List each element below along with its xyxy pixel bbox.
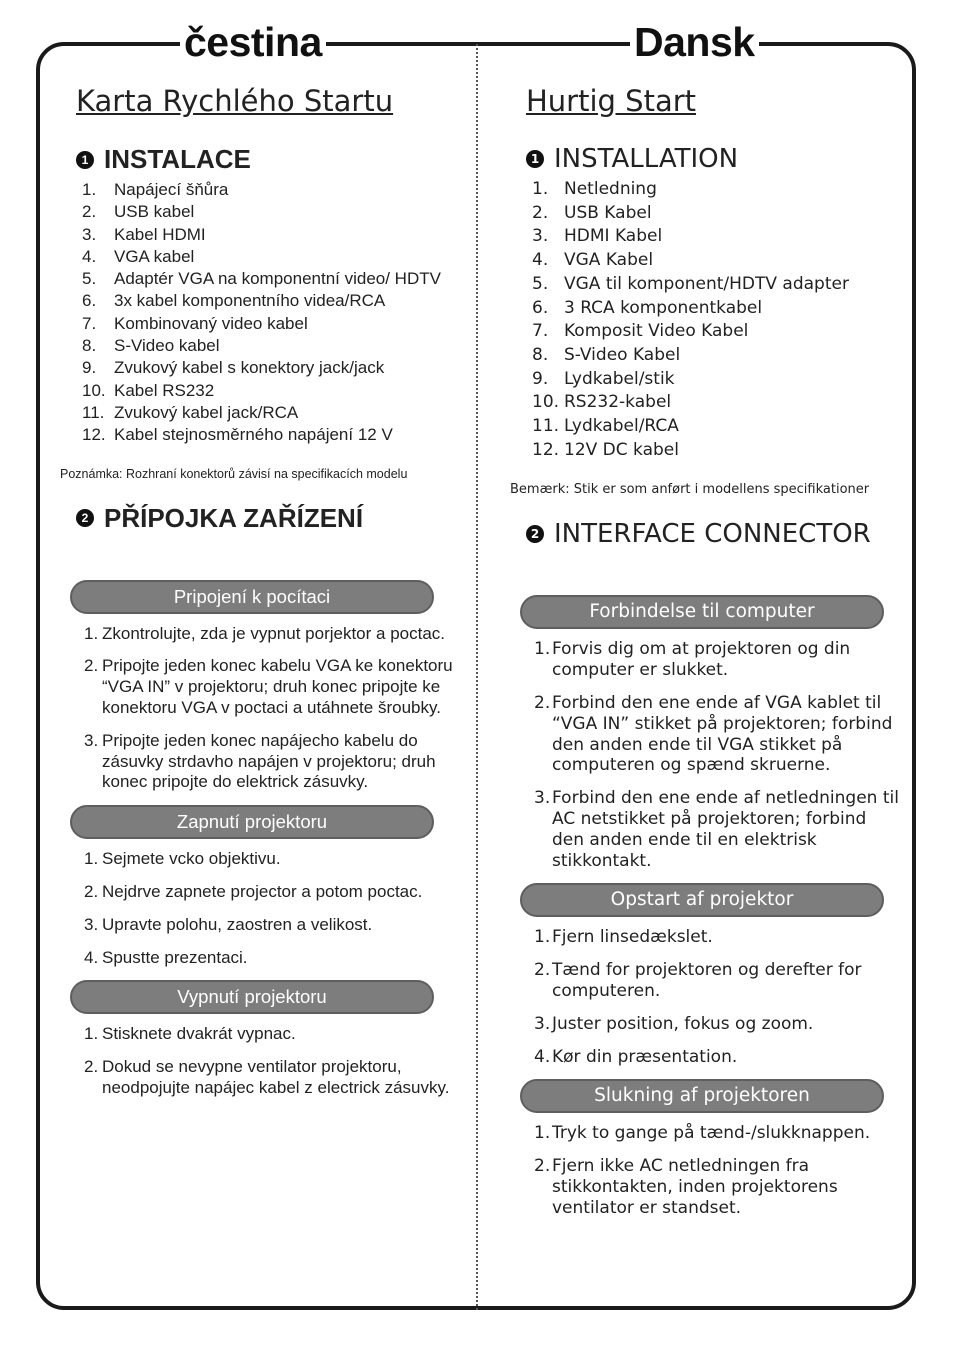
item-text: Netledning: [564, 179, 657, 199]
czech-step-groups: [60, 580, 465, 1099]
section-heading: INSTALACE: [104, 144, 251, 174]
item-number: 9.: [532, 368, 549, 389]
list-item: [532, 320, 900, 344]
list-item: [532, 344, 900, 368]
step-text: Kør din præsentation.: [552, 1046, 738, 1067]
step-item: [84, 882, 465, 903]
item-text: Komposit Video Kabel: [564, 321, 749, 342]
item-number: 10.: [532, 392, 560, 413]
item-text: Zvukový kabel s konektory jack/jack: [114, 358, 385, 378]
step-number: 1.: [534, 639, 551, 660]
item-number: 11.: [532, 416, 560, 437]
list-item: [82, 268, 465, 290]
step-list: [510, 927, 900, 1067]
step-item: [534, 1123, 900, 1144]
danish-column: [510, 84, 900, 1231]
list-item: [532, 439, 900, 463]
list-item: [82, 224, 465, 246]
danish-note: Bemærk: Stik er som anført i modellens specifikationer: [510, 482, 870, 498]
item-number: 8.: [532, 344, 549, 365]
item-text: Lydkabel/RCA: [564, 416, 679, 437]
section-heading: INSTALLATION: [554, 144, 739, 174]
item-number: 6.: [532, 297, 549, 318]
list-item: [82, 201, 465, 223]
item-text: USB Kabel: [564, 202, 652, 223]
list-item: [532, 178, 900, 202]
step-number: 2.: [534, 693, 551, 714]
number-two-icon: 2: [76, 509, 94, 527]
item-text: 12V DC kabel: [564, 439, 679, 460]
step-list: [510, 1123, 900, 1218]
list-item: [532, 415, 900, 439]
item-text: VGA til komponent/HDTV adapter: [564, 273, 849, 294]
danish-section-installation: [526, 144, 900, 174]
item-number: 7.: [532, 321, 549, 342]
danish-cable-list: [510, 178, 900, 462]
item-text: S-Video kabel: [114, 336, 220, 356]
item-text: Kombinovaný video kabel: [114, 313, 308, 333]
item-number: 11.: [82, 402, 105, 422]
step-group-header: Pripojení k pocítaci: [70, 580, 434, 614]
czech-section-connector: [76, 503, 465, 534]
step-number: 4.: [84, 947, 99, 967]
item-text: HDMI Kabel: [564, 226, 663, 247]
step-text: Stisknete dvakrát vypnac.: [102, 1024, 296, 1044]
step-number: 2.: [534, 1156, 551, 1177]
item-text: Lydkabel/stik: [564, 368, 675, 389]
item-number: 2.: [82, 202, 97, 222]
list-item: [532, 297, 900, 321]
item-number: 7.: [82, 313, 97, 333]
step-number: 4.: [534, 1046, 551, 1067]
step-text: Fjern ikke AC netledningen fra stikkontakten, inden projektorens ventilator er standset.: [552, 1156, 838, 1218]
step-group-header: Opstart af projektor: [520, 883, 884, 917]
step-list: [60, 624, 465, 794]
step-text: Sejmete vcko objektivu.: [102, 849, 281, 869]
step-text: Zkontrolujte, zda je vypnut porjektor a poctac.: [102, 623, 446, 643]
section-heading: PŘÍPOJKA ZAŘÍZENÍ: [104, 502, 364, 533]
item-text: 3x kabel komponentního videa/RCA: [114, 291, 386, 311]
list-item: [82, 402, 465, 424]
number-one-icon: 1: [76, 151, 94, 169]
step-group-header: Slukning af projektoren: [520, 1079, 884, 1113]
czech-cable-list: [60, 179, 465, 447]
item-text: Napájecí šňůra: [114, 180, 229, 199]
step-item: [534, 693, 900, 776]
step-text: Tryk to gange på tænd-/slukknappen.: [552, 1123, 871, 1144]
step-item: [84, 624, 465, 645]
item-text: USB kabel: [114, 202, 195, 222]
language-heading-czech: čestina: [180, 18, 326, 66]
danish-title: Hurtig Start: [526, 84, 697, 118]
step-item: [84, 915, 465, 936]
step-text: Forbind den ene ende af netledningen til AC netstikket på projektoren; forbind den anden ende til en elektrisk stikkontakt.: [552, 788, 899, 871]
step-text: Forbind den ene ende af VGA kablet til “VGA IN” stikket på projektoren; forbind den anden ende til VGA stikket på computeren og spænd skruerne.: [552, 693, 893, 776]
list-item: [82, 424, 465, 446]
step-item: [84, 656, 465, 718]
item-number: 12.: [532, 439, 560, 460]
list-item: [82, 246, 465, 268]
list-item: [532, 249, 900, 273]
number-two-icon: 2: [526, 525, 544, 543]
step-text: Pripojte jeden konec kabelu VGA ke konektoru “VGA IN” v projektoru; druh konec pripojte ke konektoru VGA v poctaci a utáhnete šroubky.: [102, 656, 453, 717]
item-number: 3.: [82, 224, 97, 244]
list-item: [82, 313, 465, 335]
item-number: 3.: [532, 226, 549, 247]
step-number: 1.: [534, 927, 551, 948]
step-number: 3.: [84, 914, 99, 934]
czech-column: [60, 84, 465, 1111]
list-item: [82, 179, 465, 201]
step-number: 2.: [84, 881, 99, 901]
list-item: [532, 368, 900, 392]
step-number: 2.: [84, 1057, 99, 1077]
step-number: 1.: [534, 1123, 551, 1144]
step-item: [84, 731, 465, 793]
step-group-header: Forbindelse til computer: [520, 595, 884, 629]
step-list: [510, 639, 900, 871]
section-heading: INTERFACE CONNECTOR: [554, 519, 871, 550]
step-item: [534, 960, 900, 1002]
item-text: RS232-kabel: [564, 392, 672, 413]
item-text: Adaptér VGA na komponentní video/ HDTV: [114, 269, 441, 289]
item-text: VGA kabel: [114, 246, 195, 266]
step-number: 1.: [84, 849, 99, 869]
step-text: Pripojte jeden konec napájecho kabelu do zásuvky strdavho napájen v projektoru; druh konec pripojte do elektrick zásuvky.: [102, 730, 436, 792]
column-divider: [476, 44, 478, 1310]
item-text: Kabel HDMI: [114, 224, 206, 244]
step-list: [60, 849, 465, 968]
step-list: [60, 1024, 465, 1098]
list-item: [532, 225, 900, 249]
item-text: 3 RCA komponentkabel: [564, 297, 763, 318]
list-item: [82, 357, 465, 379]
step-text: Dokud se nevypne ventilator projektoru, neodpojujte napájec kabel z electrick zásuvky.: [102, 1057, 450, 1097]
step-item: [84, 1024, 465, 1045]
step-number: 1.: [84, 1024, 99, 1044]
list-item: [82, 380, 465, 402]
step-item: [84, 948, 465, 969]
step-number: 3.: [534, 788, 551, 809]
step-text: Spustte prezentaci.: [102, 947, 248, 967]
list-item: [82, 290, 465, 312]
list-item: [82, 335, 465, 357]
step-item: [534, 639, 900, 681]
step-item: [534, 1014, 900, 1035]
step-text: Juster position, fokus og zoom.: [552, 1013, 814, 1034]
item-number: 5.: [82, 269, 97, 289]
step-item: [534, 788, 900, 871]
danish-section-connector: [526, 519, 900, 549]
czech-section-installation: [76, 144, 465, 175]
item-number: 5.: [532, 273, 549, 294]
list-item: [532, 202, 900, 226]
step-text: Forvis dig om at projektoren og din computer er slukket.: [552, 639, 851, 681]
item-number: 1.: [532, 179, 549, 199]
item-text: Zvukový kabel jack/RCA: [114, 402, 299, 422]
step-number: 1.: [84, 623, 99, 643]
step-number: 2.: [84, 656, 99, 676]
item-number: 4.: [82, 246, 97, 266]
item-number: 9.: [82, 358, 97, 378]
step-item: [534, 1047, 900, 1068]
step-number: 3.: [534, 1013, 551, 1034]
list-item: [532, 391, 900, 415]
item-number: 2.: [532, 202, 549, 223]
step-text: Upravte polohu, zaostren a velikost.: [102, 914, 373, 934]
step-group-header: Zapnutí projektoru: [70, 805, 434, 839]
step-number: 3.: [84, 730, 99, 750]
step-text: Tænd for projektoren og derefter for computeren.: [552, 960, 862, 1001]
list-item: [532, 273, 900, 297]
item-number: 4.: [532, 250, 549, 271]
step-text: Nejdrve zapnete projector a potom poctac.: [102, 881, 423, 901]
item-number: 1.: [82, 180, 97, 199]
danish-step-groups: [510, 595, 900, 1218]
step-item: [84, 849, 465, 870]
step-item: [534, 1156, 900, 1218]
number-one-icon: 1: [526, 150, 544, 168]
item-number: 8.: [82, 336, 97, 356]
czech-note: Poznámka: Rozhraní konektorů závisí na specifikacích modelu: [60, 466, 408, 481]
item-text: S-Video Kabel: [564, 344, 681, 365]
language-heading-danish: Dansk: [630, 18, 759, 66]
item-text: Kabel stejnosměrného napájení 12 V: [114, 425, 393, 445]
item-text: Kabel RS232: [114, 380, 215, 400]
item-number: 6.: [82, 291, 97, 311]
czech-title: Karta Rychlého Startu: [76, 84, 394, 118]
item-text: VGA Kabel: [564, 250, 654, 271]
step-item: [534, 927, 900, 948]
step-group-header: Vypnutí projektoru: [70, 980, 434, 1014]
step-text: Fjern linsedækslet.: [552, 927, 713, 948]
step-number: 2.: [534, 960, 551, 981]
step-item: [84, 1057, 465, 1099]
item-number: 12.: [82, 425, 106, 445]
item-number: 10.: [82, 380, 106, 400]
